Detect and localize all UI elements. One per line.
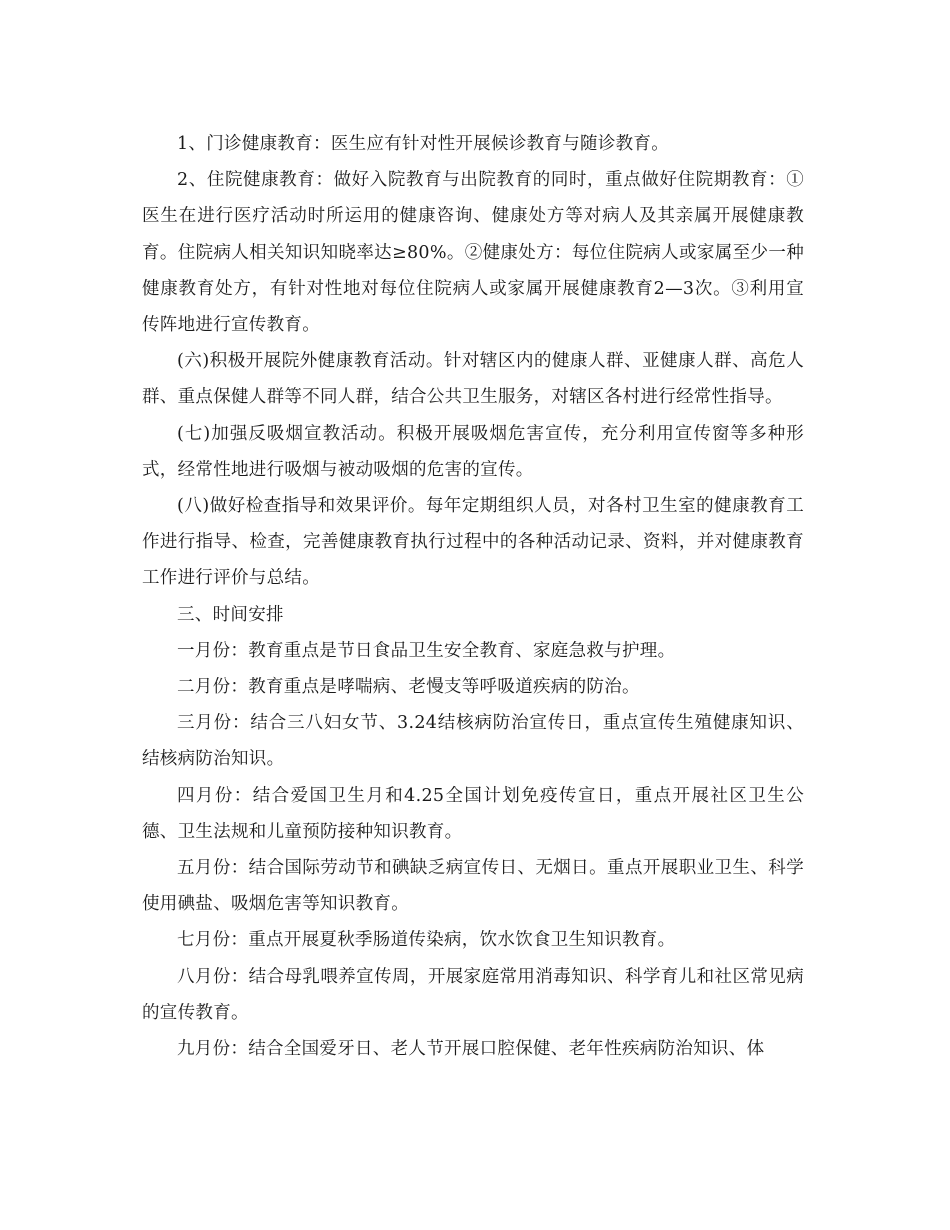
paragraph-community-education: (六)积极开展院外健康教育活动。针对辖区内的健康人群、亚健康人群、高危人群、重点保健人群等不同人群，结合公共卫生服务，对辖区各村进行经常性指导。 [142, 351, 804, 408]
paragraph-evaluation: (八)做好检查指导和效果评价。每年定期组织人员，对各村卫生室的健康教育工作进行指导、检查，完善健康教育执行过程中的各种活动记录、资料，并对健康教育工作进行评价与总结。 [142, 496, 804, 589]
schedule-august: 八月份：结合母乳喂养宣传周，开展家庭常用消毒知识、科学育儿和社区常见病的宣传教育。 [142, 966, 804, 1023]
schedule-february: 二月份：教育重点是哮喘病、老慢支等呼吸道疾病的防治。 [177, 677, 640, 698]
schedule-april: 四月份：结合爱国卫生月和4.25全国计划免疫传宣日，重点开展社区卫生公德、卫生法规和儿童预防接种知识教育。 [142, 785, 804, 842]
schedule-may: 五月份：结合国际劳动节和碘缺乏病宣传日、无烟日。重点开展职业卫生、科学使用碘盐、吸烟危害等知识教育。 [142, 858, 804, 915]
paragraph-inpatient-education: 2、住院健康教育：做好入院教育与出院教育的同时，重点做好住院期教育：①医生在进行医疗活动时所运用的健康咨询、健康处方等对病人及其亲属开展健康教育。住院病人相关知识知晓率达≥80%。②健康处方：每位住院病人或家属至少一种健康教育处方，有针对性地对每位住院病人或家属开展健康教育2—3次。③利用宣传阵地进行宣传教育。 [142, 170, 804, 336]
paragraph-outpatient-education: 1、门诊健康教育：医生应有针对性开展候诊教育与随诊教育。 [177, 134, 670, 154]
schedule-july: 七月份：重点开展夏秋季肠道传染病，饮水饮食卫生知识教育。 [177, 930, 676, 951]
schedule-january: 一月份：教育重点是节日食品卫生安全教育、家庭急救与护理。 [177, 640, 676, 661]
section-heading-schedule: 三、时间安排 [177, 604, 284, 625]
document-body [142, 126, 804, 1067]
schedule-september: 九月份：结合全国爱牙日、老人节开展口腔保健、老年性疾病防治知识、体 [177, 1039, 765, 1060]
paragraph-anti-smoking: (七)加强反吸烟宣教活动。积极开展吸烟危害宣传，充分利用宣传窗等多种形式，经常性地进行吸烟与被动吸烟的危害的宣传。 [142, 423, 804, 480]
schedule-march: 三月份：结合三八妇女节、3.24结核病防治宣传日，重点宣传生殖健康知识、结核病防治知识。 [142, 713, 804, 770]
